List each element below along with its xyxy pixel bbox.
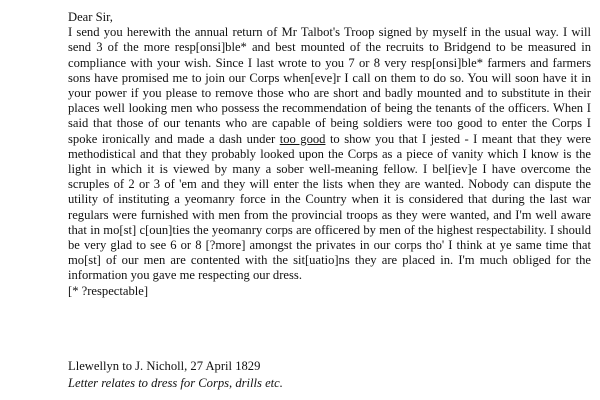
underlined-phrase: too good [279,131,326,146]
letter-citation: Llewellyn to J. Nicholl, 27 April 1829 [68,359,261,373]
letter-transcription [68,10,591,299]
letter-footnote: [* ?respectable] [68,283,149,298]
letter-body [68,25,591,283]
letter-body-part-2: to show you that I jested - I meant that they were methodistical and that they probably looked upon the Corps as a piece of vanity which I know is the light in which it is viewed by many a sober well-meaning fellow. I bel[iev]e I have overcome the scruples of 2 or 3 of 'em and they will enter the lists when they are wanted. Nobody can dispute the utility of instituting a yeomanry force in the Country when it is considered that during the last war regulars were furnished with men from the provincial troops as they were wanted, and I'm well aware that in mo[st] c[oun]ties the yeomanry corps are officered by men of the highest respectability. I should be very glad to see 6 or 8 [?more] amongst the privates in our corps tho' I think at ye same time that mo[st] of our men are contented with the sit[uatio]ns they are placed in. I'm much obliged for the information you gave me respecting our dress. [68,131,591,283]
letter-salutation: Dear Sir, [68,10,113,24]
letter-description: Letter relates to dress for Corps, drills etc. [68,376,283,390]
letter-body-part-1: I send you herewith the annual return of Mr Talbot's Troop signed by myself in the usual way. I will send 3 of the more resp[onsi]ble* and best mounted of the recruits to Bridgend to be measured in compliance with your wish. Since I last wrote to you 7 or 8 very resp[onsi]ble* farmers and farmers sons have promised me to join our Corps when[eve]r I call on them to do so. You will soon have it in your power if you please to remove those who are short and badly mounted and to substitute in their places well looking men who possess the recommendation of being the tenants of the officers. When I said that those of our tenants who are capable of being soldiers were too good to enter the Corps I spoke ironically and made a dash under [68,25,591,146]
document-footer [68,358,591,392]
